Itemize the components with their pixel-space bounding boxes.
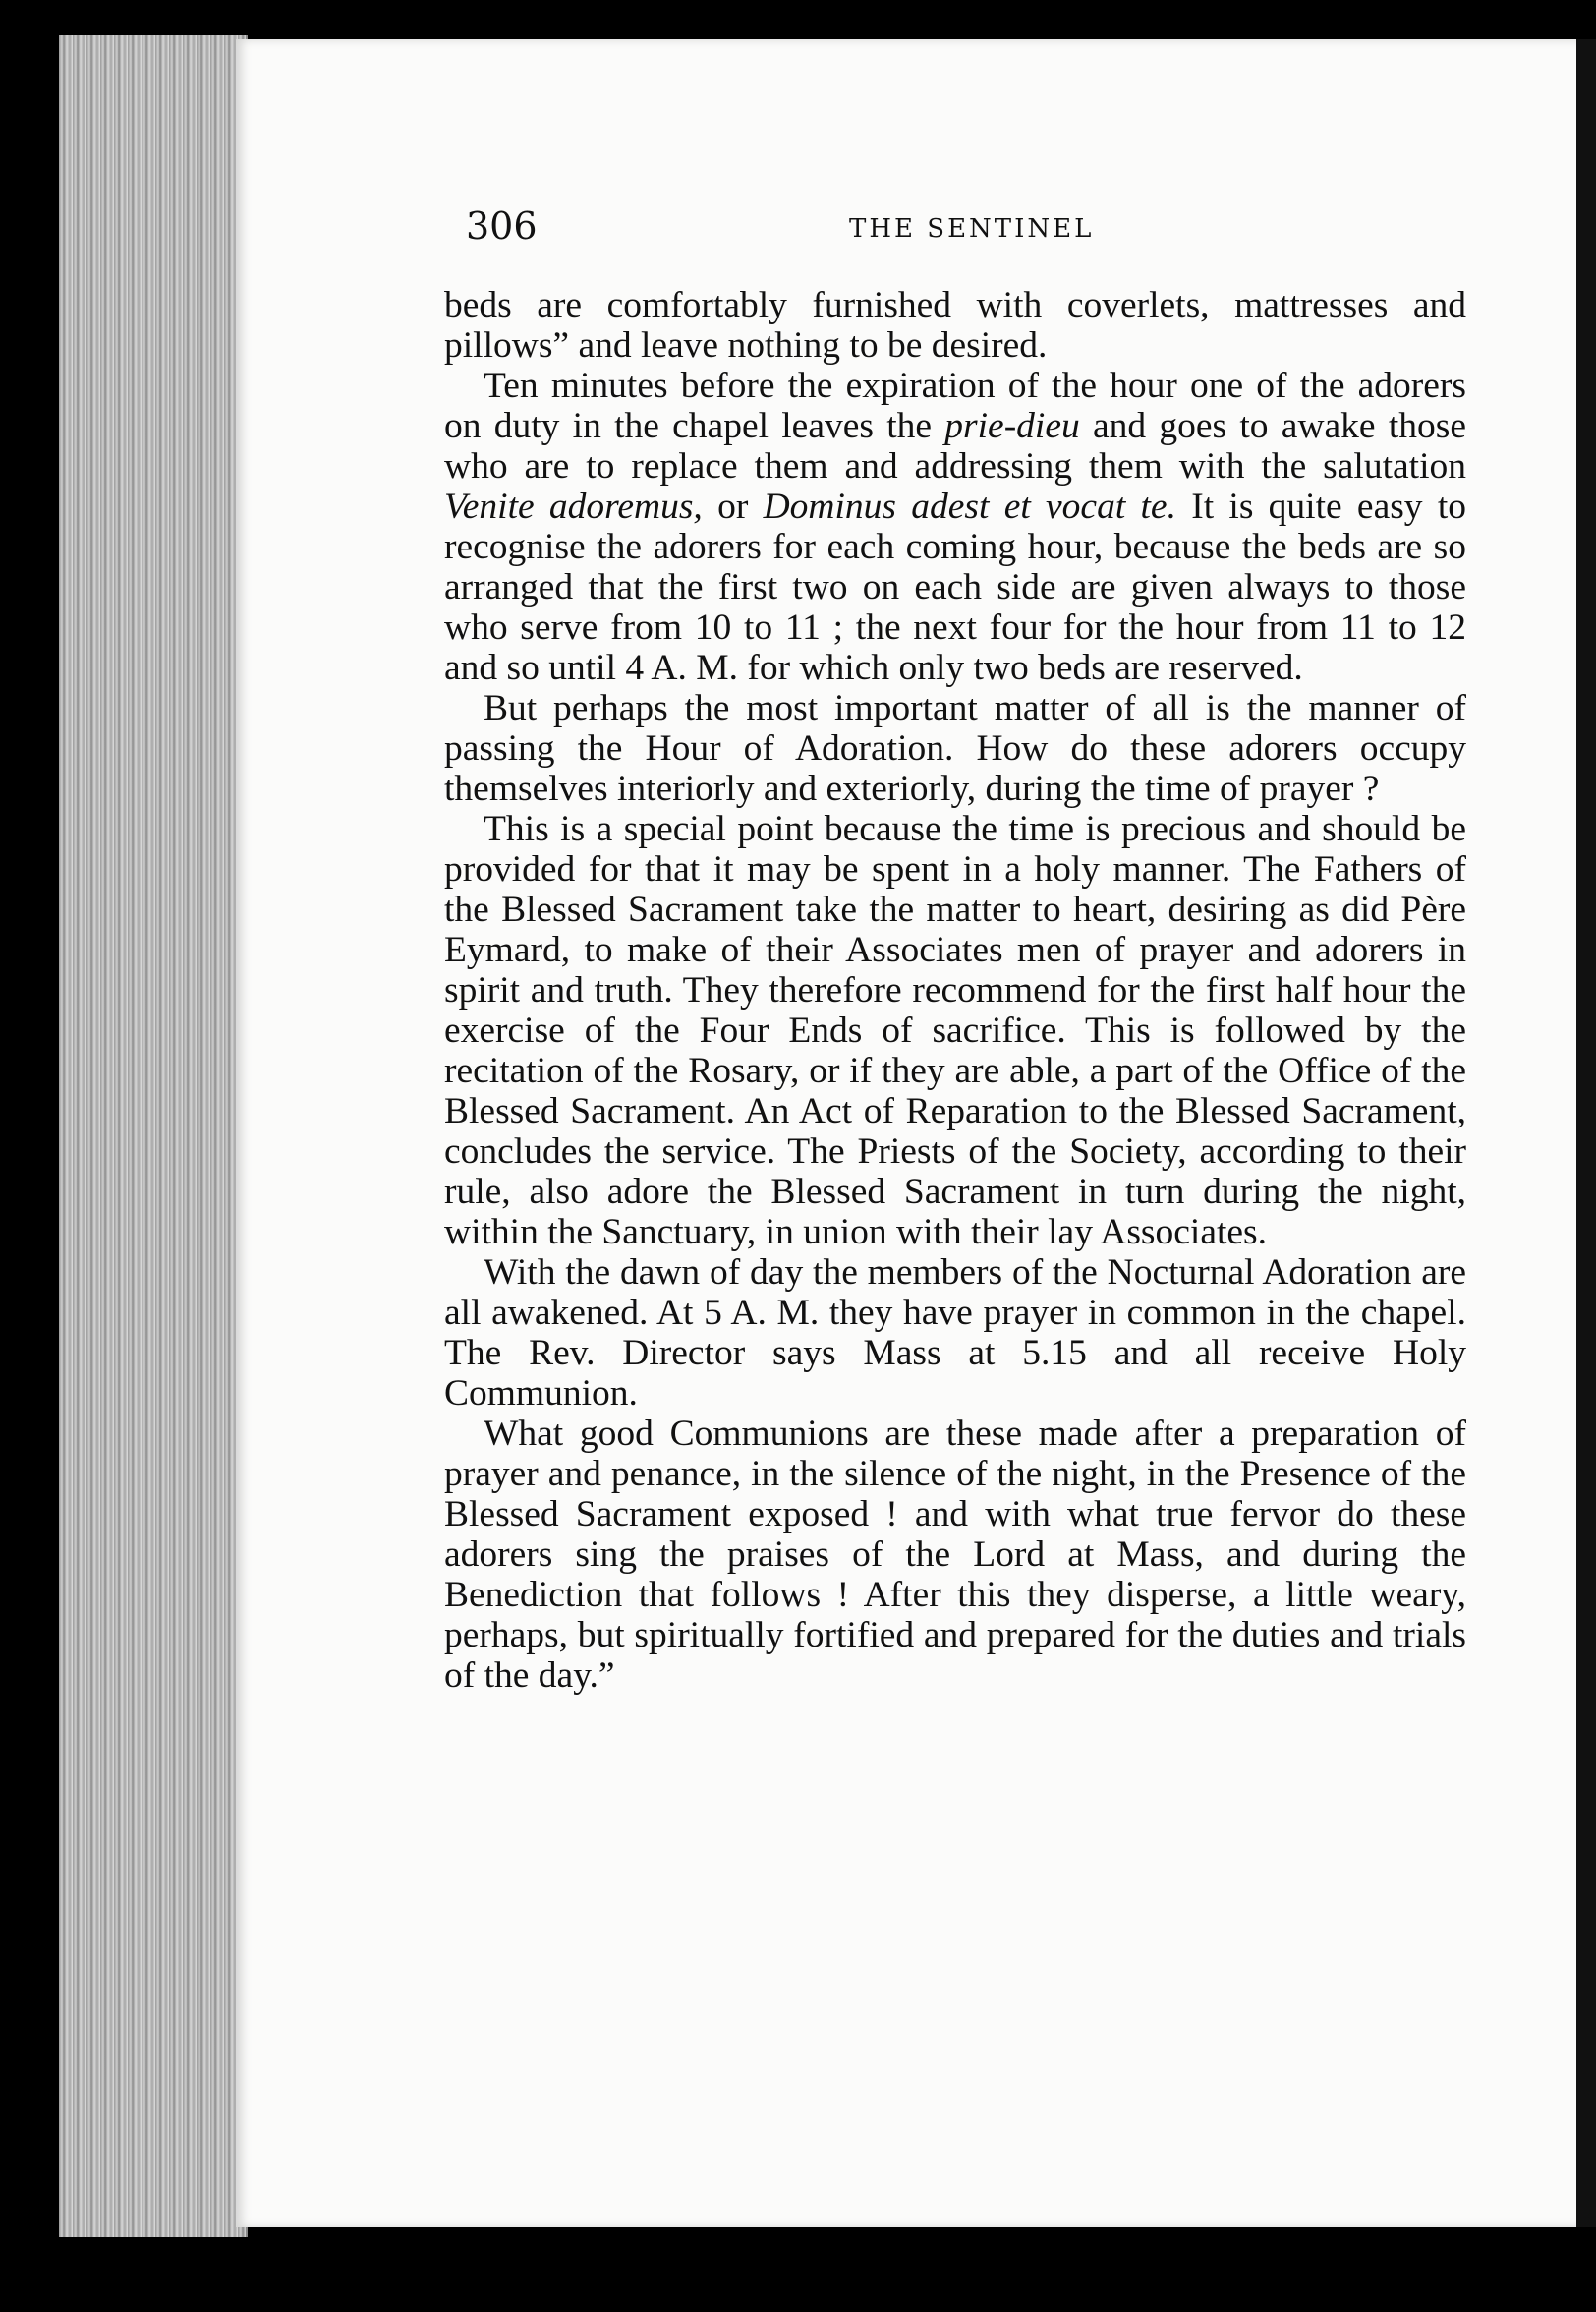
page-number: 306 [466, 204, 538, 248]
text-segment: With the dawn of day the members of the Nocturnal Adoration are all awakened. At 5 A. M. they have prayer in common in the chapel. The Rev. Director says Mass at 5.15 and all receive Holy Communion. [444, 1252, 1466, 1414]
text-segment: or [702, 487, 764, 527]
paragraph-6 [444, 1414, 1466, 1696]
text-segment: This is a special point because the time is precious and should be provided for that it may be spent in a holy manner. The Fathers of the Blessed Sacrament take the matter to heart, desiring as did Père Eymard, to make of their Associates men of prayer and adorers in spirit and truth. They therefore recommend for the first half hour the exercise of the Four Ends of sacrifice. This is followed by the recitation of the Rosary, or if they are able, a part of the Office of the Blessed Sacrament. An Act of Reparation to the Blessed Sacrament, concludes the service. The Priests of the Society, according to their rule, also adore the Blessed Sacrament in turn during the night, within the Sanctuary, in union with their lay Associates. [444, 809, 1466, 1252]
right-page-edge [1576, 39, 1596, 2227]
book-page-edges [59, 35, 248, 2237]
text-segment: beds are comfortably furnished with coverlets, mattresses and pillows” and leave nothing to be desired. [444, 285, 1466, 366]
paragraph-5 [444, 1252, 1466, 1414]
paragraph-1 [444, 285, 1466, 366]
italic-term: Venite adoremus, [444, 487, 703, 527]
text-segment: But perhaps the most important matter of all is the manner of passing the Hour of Adoration. How do these adorers occupy themselves interiorly and exteriorly, during the time of prayer ? [444, 688, 1466, 809]
text-segment: It is quite easy to recognise the adorers for each coming hour, because the beds are so arranged that the first two on each side are given always to those who serve from 10 to 11 ; the next four for the hour from 11 to 12 and so until 4 A. M. for which only two beds are reserved. [444, 487, 1466, 688]
text-segment: and goes to awake those who are to replace them and addressing them with the salutation [444, 406, 1466, 487]
italic-term: Dominus adest et vocat te. [763, 487, 1176, 527]
paragraph-4 [444, 809, 1466, 1252]
italic-term: prie-dieu [944, 406, 1080, 446]
text-segment: What good Communions are these made after a preparation of prayer and penance, in the silence of the night, in the Presence of the Blessed Sacrament exposed ! and with what true fervor do these adorers sing the praises of the Lord at Mass, and during the Benediction that follows ! After this they disperse, a little weary, perhaps, but spiritually fortified and prepared for the duties and trials of the day.” [444, 1414, 1466, 1696]
paragraph-3 [444, 688, 1466, 809]
body-text [444, 285, 1466, 1696]
text-segment: Ten minutes before the expiration of the hour one of the adorers on duty in the chapel leaves the [444, 366, 1466, 446]
paragraph-2 [444, 366, 1466, 688]
running-title: THE SENTINEL [849, 214, 1095, 244]
running-head [466, 204, 1458, 263]
